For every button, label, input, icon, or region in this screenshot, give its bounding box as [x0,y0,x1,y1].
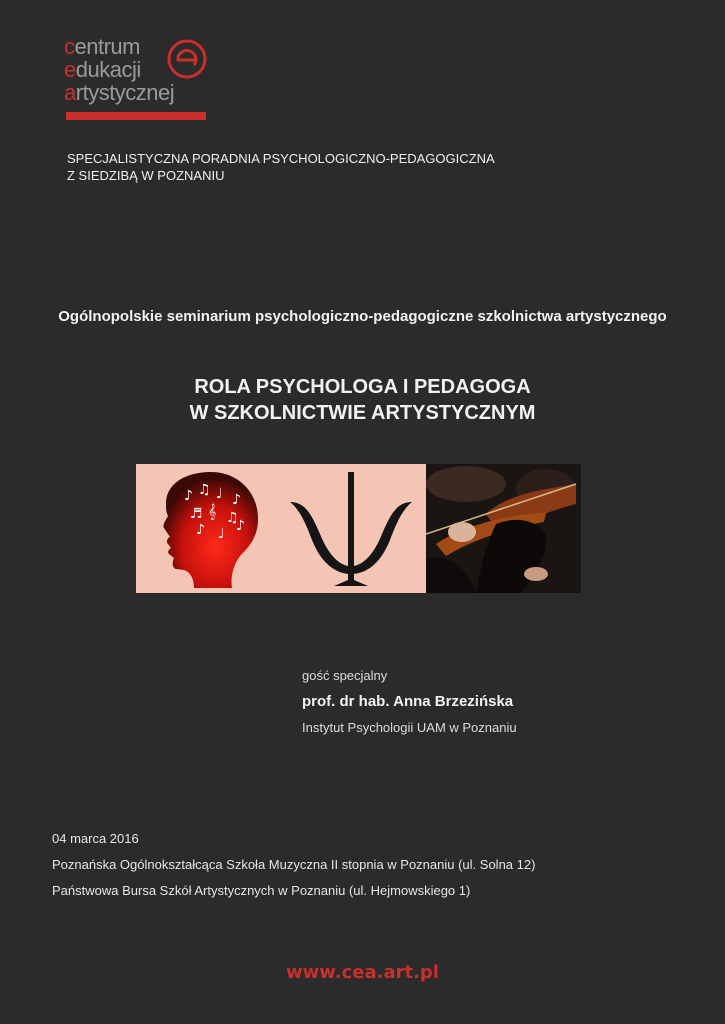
logo-line-3: artystycznej [64,80,175,105]
violinists-photo [426,464,581,593]
svg-text:𝄞: 𝄞 [208,504,217,520]
guest-institution: Instytut Psychologii UAM w Poznaniu [302,720,517,735]
svg-text:♪: ♪ [236,518,245,534]
logo-line-1: centrum [64,34,140,59]
banner-left-panel [136,464,426,593]
institution-name: SPECJALISTYCZNA PORADNIA PSYCHOLOGICZNO-PEDAGOGICZNA Z SIEDZIBĄ W POZNANIU [67,151,495,183]
svg-text:♩: ♩ [218,526,225,542]
violinists-photo-art [426,464,581,593]
event-venue-1: Poznańska Ogólnokształcąca Szkoła Muzyczna II stopnia w Poznaniu (ul. Solna 12) [52,857,536,872]
svg-text:♫: ♫ [226,510,239,526]
special-guest [302,668,517,735]
event-date: 04 marca 2016 [52,831,139,846]
guest-label: gość specjalny [302,668,388,683]
event-venue-2: Państwowa Bursa Szkół Artystycznych w Poznaniu (ul. Hejmowskiego 1) [52,883,471,898]
svg-text:♪: ♪ [184,488,193,504]
svg-text:♩: ♩ [216,486,223,502]
svg-text:♬: ♬ [190,506,203,522]
banner-image [136,464,581,593]
logo-mark-icon [166,38,208,80]
event-details [52,826,535,904]
logo [64,32,214,124]
main-title: ROLA PSYCHOLOGA I PEDAGOGA W SZKOLNICTWIE ARTYSTYCZNYM [189,376,536,424]
svg-text:♪: ♪ [232,492,241,508]
seminar-title: Ogólnopolskie seminarium psychologiczno-pedagogiczne szkolnictwa artystycznego [58,308,667,325]
guest-name: prof. dr hab. Anna Brzezińska [302,693,514,710]
svg-text:♪: ♪ [196,522,205,538]
logo-bar [66,112,206,120]
svg-text:♫: ♫ [198,482,211,498]
psi-symbol-icon [286,468,416,590]
website-link[interactable]: www.cea.art.pl [286,962,439,983]
logo-line-2: edukacji [64,57,141,82]
